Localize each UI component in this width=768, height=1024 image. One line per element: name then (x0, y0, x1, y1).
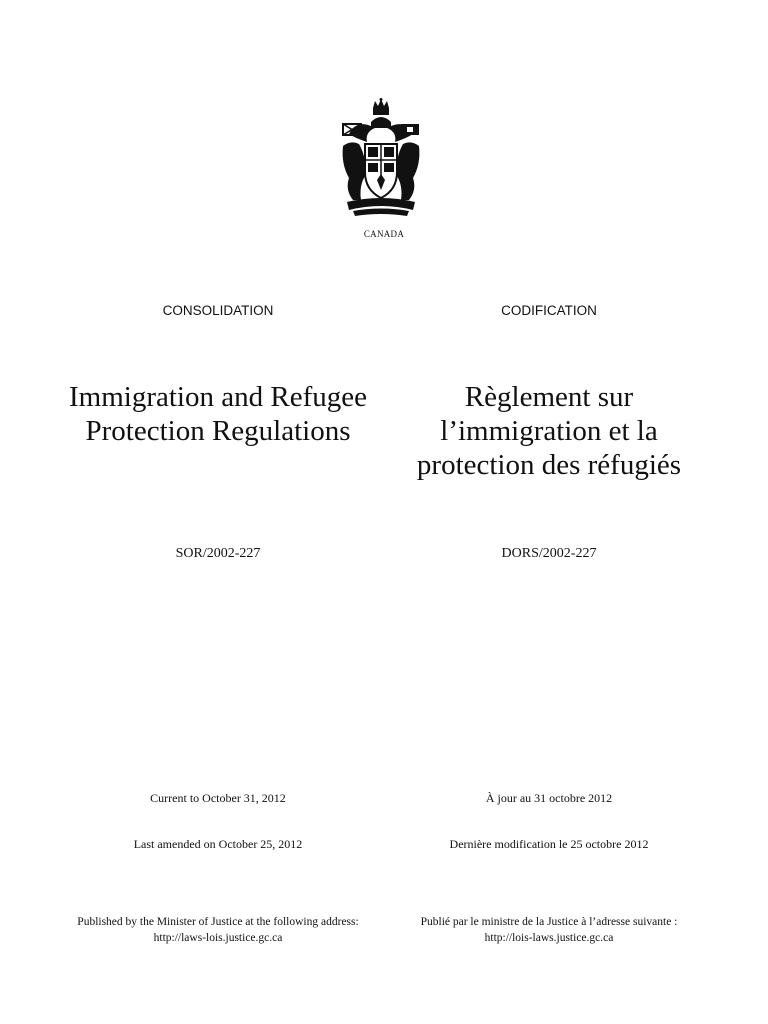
consolidation-label: CONSOLIDATION (162, 303, 274, 318)
english-title-line: Immigration and Refugee (69, 381, 367, 413)
english-publisher-note (53, 914, 383, 946)
english-current-date: Current to October 31, 2012 (150, 791, 286, 805)
french-title (384, 380, 714, 482)
crown-icon (373, 98, 389, 115)
french-publisher-note (384, 914, 714, 946)
french-title-line: l’immigration et la (440, 415, 658, 447)
english-title (53, 380, 383, 448)
french-regulation-number: DORS/2002-227 (501, 546, 597, 561)
french-url-link[interactable]: http://lois-laws.justice.gc.ca (484, 932, 614, 944)
codification-label: CODIFICATION (501, 303, 597, 318)
english-last-amended: Last amended on October 25, 2012 (133, 837, 303, 851)
french-last-amended: Dernière modification le 25 octobre 2012 (449, 837, 649, 851)
french-title-line: protection des réfugiés (416, 449, 682, 481)
english-regulation-number: SOR/2002-227 (175, 546, 261, 561)
french-current-date: À jour au 31 octobre 2012 (485, 791, 613, 805)
english-title-line: Protection Regulations (85, 415, 351, 447)
english-published-text: Published by the Minister of Justice at the following address: (77, 916, 359, 928)
french-title-line: Règlement sur (464, 381, 634, 413)
french-published-text: Publié par le ministre de la Justice à l’adresse suivante : (420, 916, 678, 928)
country-label: CANADA (363, 229, 405, 239)
coat-of-arms-emblem (337, 98, 425, 218)
english-url-link[interactable]: http://laws-lois.justice.gc.ca (153, 932, 283, 944)
